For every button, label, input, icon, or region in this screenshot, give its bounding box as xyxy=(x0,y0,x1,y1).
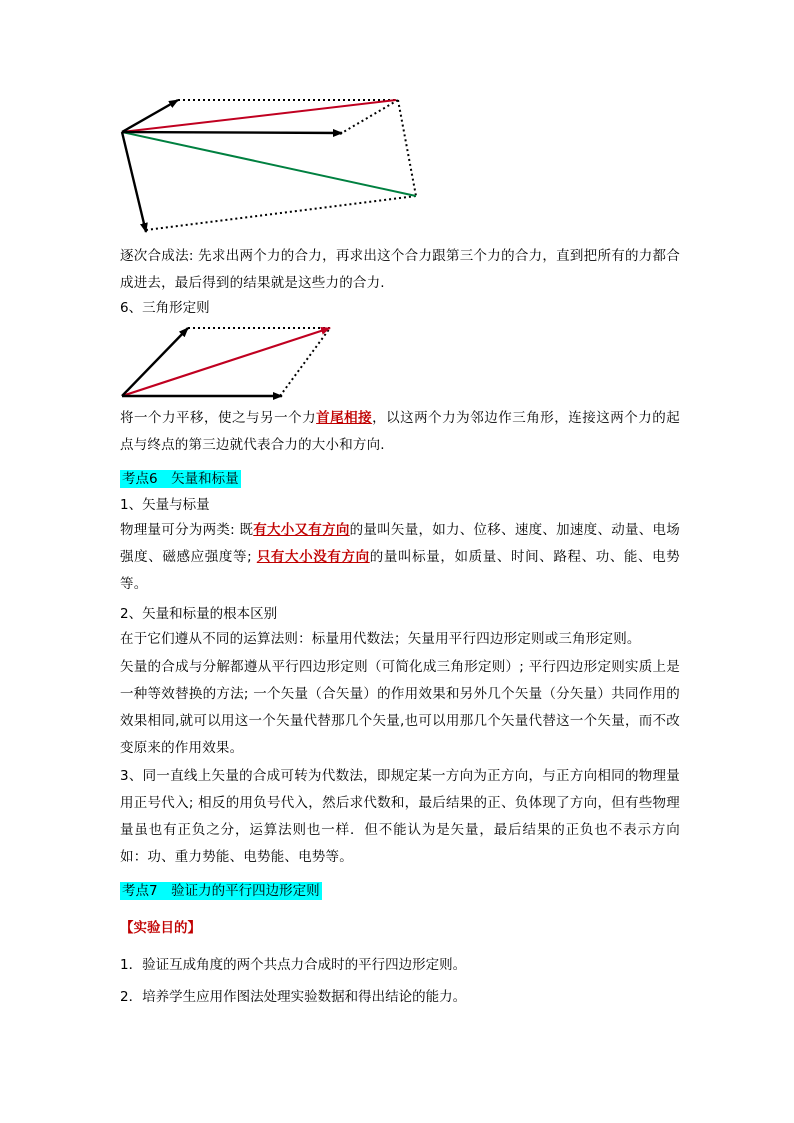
same-line-paragraph: 3、同一直线上矢量的合成可转为代数法，即规定某一方向为正方向，与正方向相同的物理量用正号代入; 相反的用负号代入，然后求代数和，最后结果的正、负体现了方向，但有些物理量虽也有正负之分，运算法则也一样．但不能认为是矢量，最后结果的正负也不表示方向如：功、重力势能、电势能、电势等。 xyxy=(120,768,680,865)
heading-text: 考点7 验证力的平行四边形定则 xyxy=(122,883,320,899)
successive-method-paragraph: 逐次合成法: 先求出两个力的合力，再求出这个合力跟第三个力的合力，直到把所有的力都合成进去，最后得到的结果就是这些力的合力. xyxy=(120,248,680,291)
triangle-rule-paragraph xyxy=(120,405,680,459)
successive-composition-diagram xyxy=(110,90,430,240)
section-heading-k6 xyxy=(120,469,241,489)
sub-heading-2: 2、矢量和标量的根本区别 xyxy=(120,606,278,622)
section-6-title: 6、三角形定则 xyxy=(120,300,210,316)
aim-item-1: 1．验证互成角度的两个共点力合成时的平行四边形定则。 xyxy=(120,957,467,973)
section-heading-k7 xyxy=(120,881,322,901)
vector-scalar-paragraph xyxy=(120,517,680,598)
experiment-aim-heading: 【实验目的】 xyxy=(120,920,201,936)
sub-heading-1: 1、矢量与标量 xyxy=(120,497,210,513)
text-run: 将一个力平移，使之与另一个力 xyxy=(120,410,317,426)
text-run: 物理量可分为两类: 既 xyxy=(120,522,254,538)
dotted-line-right xyxy=(280,328,330,396)
composition-paragraph: 矢量的合成与分解都遵从平行四边形定则（可简化成三角形定则）; 平行四边形定则实质上是一种等效替换的方法; 一个矢量（合矢量）的作用效果和另外几个矢量（分矢量）共同作用的效果相同,就可以用这一个矢量代替那几个矢量,也可以用那几个矢量代替这一个矢量，而不改变原来的作用效果。 xyxy=(120,659,680,756)
emphasis-head-to-tail: 首尾相接 xyxy=(316,410,373,426)
dotted-line-bottom xyxy=(146,196,416,230)
aim-item-2: 2．培养学生应用作图法处理实验数据和得出结论的能力。 xyxy=(120,989,467,1005)
text-run: 的量叫矢量，如力、位移、速度、加速度、动量、电场强度、磁感应强度等; xyxy=(120,522,680,565)
dotted-line-right xyxy=(398,100,416,196)
resultant-green-vector xyxy=(122,132,416,196)
difference-paragraph: 在于它们遵从不同的运算法则：标量用代数法；矢量用平行四边形定则或三角形定则。 xyxy=(120,631,641,647)
force-vector-2 xyxy=(122,132,342,133)
force-vector-3 xyxy=(122,132,146,232)
triangle-rule-diagram xyxy=(110,318,350,404)
emphasis-magnitude-only: 只有大小没有方向 xyxy=(256,549,370,565)
resultant-red-vector xyxy=(122,328,330,396)
emphasis-magnitude-direction: 有大小又有方向 xyxy=(253,522,350,538)
resultant-red-vector xyxy=(122,100,396,132)
text-run: 的量叫标量，如质量、时间、路程、功、能、电势等。 xyxy=(120,549,681,592)
heading-text: 考点6 矢量和标量 xyxy=(122,471,239,487)
text-run: ，以这两个力为邻边作三角形，连接这两个力的起点与终点的第三边就代表合力的大小和方向. xyxy=(120,410,680,453)
